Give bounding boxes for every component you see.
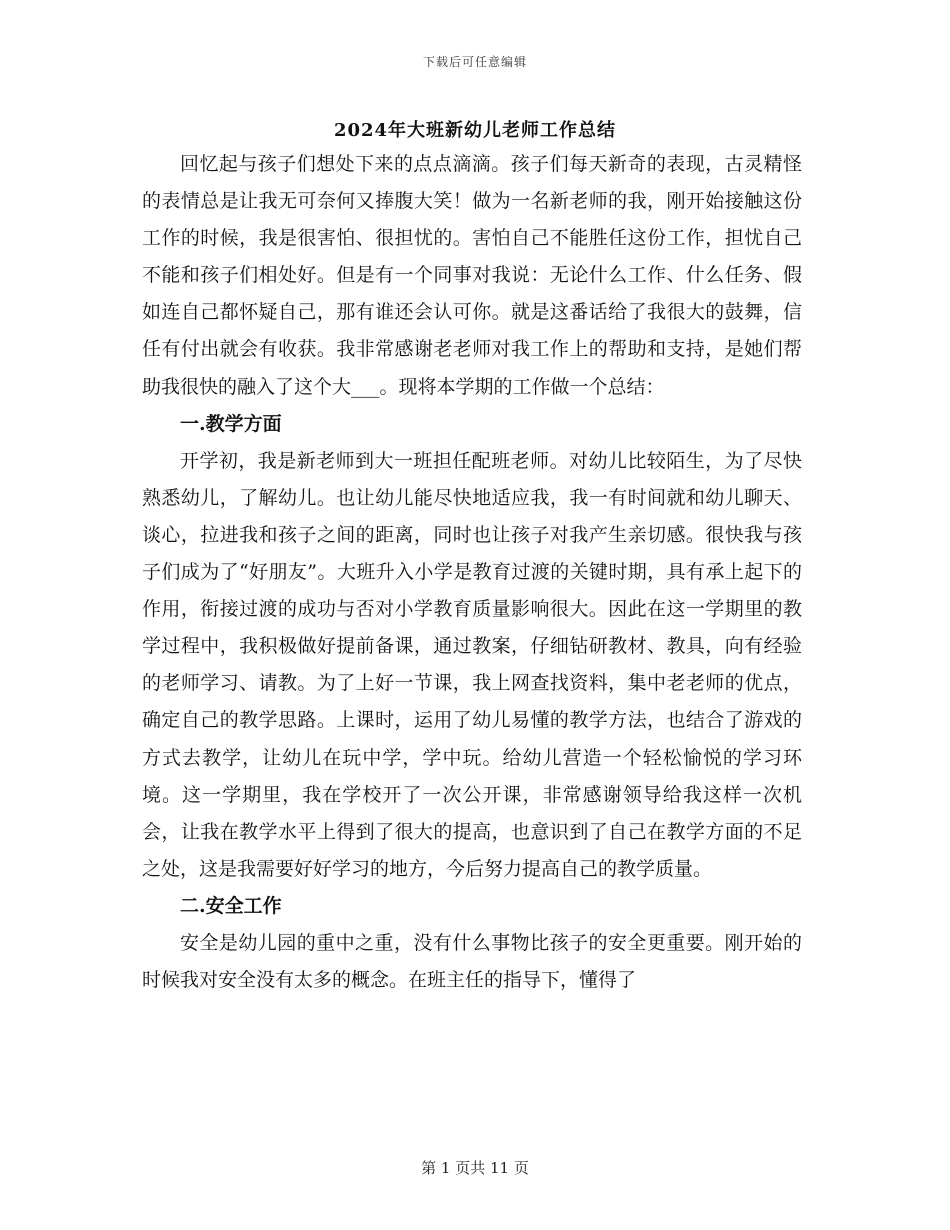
section-paragraph-teaching: 开学初，我是新老师到大一班担任配班老师。对幼儿比较陌生，为了尽快熟悉幼儿，了解幼儿。也让幼儿能尽快地适应我，我一有时间就和幼儿聊天、谈心，拉进我和孩子之间的距离，同时也让孩子对我产生亲切感。很快我与孩子们成为了“好朋友”。大班升入小学是教育过渡的关键时期，具有承上起下的作用，衔接过渡的成功与否对小学教育质量影响很大。因此在这一学期里的教学过程中，我积极做好提前备课，通过教案，仔细钻研教材、教具，向有经验的老师学习、请教。为了上好一节课，我上网查找资料，集中老老师的优点，确定自己的教学思路。上课时，运用了幼儿易懂的教学方法，也结合了游戏的方式去教学，让幼儿在玩中学，学中玩。给幼儿营造一个轻松愉悦的学习环境。这一学期里，我在学校开了一次公开课，非常感谢领导给我这样一次机会，让我在教学水平上得到了很大的提高，也意识到了自己在教学方面的不足之处，这是我需要好好学习的地方，今后努力提高自己的教学质量。: [142, 449, 802, 880]
section-paragraph-safety: 安全是幼儿园的重中之重，没有什么事物比孩子的安全更重要。刚开始的时候我对安全没有太多的概念。在班主任的指导下，懂得了: [142, 931, 802, 992]
page-header-note: 下载后可任意编辑: [422, 55, 527, 69]
intro-paragraph: 回忆起与孩子们想处下来的点点滴滴。孩子们每天新奇的表现，古灵精怪的表情总是让我无可奈何又捧腹大笑！做为一名新老师的我，刚开始接触这份工作的时候，我是很害怕、很担忧的。害怕自己不能胜任这份工作，担忧自己不能和孩子们相处好。但是有一个同事对我说：无论什么工作、什么任务、假如连自己都怀疑自己，那有谁还会认可你。就是这番话给了我很大的鼓舞，信任有付出就会有收获。我非常感谢老老师对我工作上的帮助和支持，是她们帮助我很快的融入了这个大___。现将本学期的工作做一个总结：: [142, 153, 802, 398]
document-body: [142, 146, 802, 999]
section-heading-safety: 二.安全工作: [180, 894, 282, 917]
section-heading-teaching: 一.教学方面: [180, 412, 282, 435]
document-title: 2024年大班新幼儿老师工作总结: [333, 120, 617, 141]
page-footer-number: 第 1 页共 11 页: [421, 1159, 529, 1177]
